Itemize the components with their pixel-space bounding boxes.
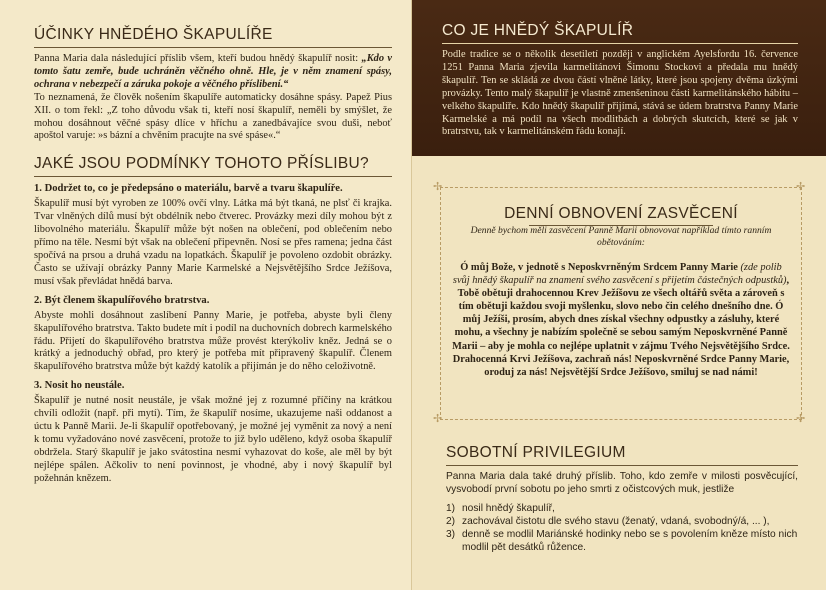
corner-ornament-icon: ✢ xyxy=(433,180,443,193)
heading-rule xyxy=(34,176,392,177)
list-item xyxy=(446,529,798,555)
sobotni-conditions-list xyxy=(446,503,798,555)
heading-rule xyxy=(442,43,798,44)
section-heading-obnoveni: DENNÍ OBNOVENÍ ZASVĚCENÍ xyxy=(504,205,738,222)
sobotni-text: Panna Maria dala také druhý příslib. Toho, kdo zemře v milosti posvěcující, vysvobodí první sobotu po jeho smrti z očistcových muk, jestliže xyxy=(446,471,798,495)
list-text: denně se modlil Mariánské hodinky nebo se s povolením kněze místo nich modlil pět desátků růžence. xyxy=(462,528,798,553)
left-content xyxy=(34,26,392,486)
corner-ornament-icon: ✢ xyxy=(796,180,806,193)
prayer-text xyxy=(452,261,790,379)
section-heading-podminky: JAKÉ JSOU PODMÍNKY TOHOTO PŘÍSLIBU? xyxy=(34,155,369,173)
dark-info-box xyxy=(412,0,826,156)
left-column xyxy=(0,0,412,590)
prayer-intro: Denně bychom měli zasvěcení Panně Marii obnovovat například tímto ranním obětováním: xyxy=(470,225,772,248)
condition-3-title: 3. Nosit ho neustále. xyxy=(34,380,125,392)
list-number: 1) xyxy=(446,502,456,514)
condition-3-text: Škapulíř je nutné nosit neustále, je však možné jej z rozumné příčiny na krátkou chvíli odložit (např. při mytí). Tím, že škapulíř nosíme, ukazujeme naši oddanost a úctu k Panně Marii. Je-li škapulíř opotřebovaný, je možné jej vyměnit za nový a není k tomu vyžadováno nové zasvěcení, protože to již bylo uděleno, když osoba škapulíř obdržela. Starý škapulíř je jako svátostina nesmí vyhazovat do koše, ale měl by být nejlépe spálen. Ačkoliv to není povinnost, je vhodné, aby i nový škapulíř byl požehnán knězem. xyxy=(34,395,392,484)
section-heading-ucinky: ÚČINKY HNĚDÉHO ŠKAPULÍŘE xyxy=(34,26,273,43)
list-item xyxy=(446,516,798,529)
sobotni-section xyxy=(446,444,798,554)
condition-2-text: Abyste mohli dosáhnout zaslíbení Panny Marie, je potřeba, abyste byli členy škapulířového bratrstva. Takto budete mít i podíl na duchovních dobrech karmelského řádu. Přijetí do škapulířového bratrstva může provést kterýkoliv kněz. Jedná se o krátký a jednoduchý obřad, pro který je potřeba mít připravený škapulíř. Členem škapulířového bratrstva může být každý katolík a přijímán je do něho celoživotně. xyxy=(34,309,392,373)
section-heading-coje: CO JE HNĚDÝ ŠKAPULÍŘ xyxy=(442,22,634,39)
ucinky-paragraph-2: To neznamená, že člověk nošením škapulíře automaticky dosáhne spásy. Papež Pius XII. o tom řekl: „Z toho důvodu však ti, kteří nosí škapulíř, neměli by smýšlet, že mohou dosáhnout věčné spásy dlíce v hříchu a zanedbávajíce svou duši, neboť apoštol varuje: »s bázní a chvěním pracujte na své spáse«.“ xyxy=(34,91,392,142)
condition-1-text: Škapulíř musí být vyroben ze 100% ovčí vlny. Látka má být tkaná, ne plsť či krajka. Tvar vlněných dílů musí být obdélník nebo čtverec. Provázky mezi díly mohou být z libovolného materiálu. Škapulíř může být nošen na oblečení, pod oblečením nebo přímo na těle. Nesmí být však na oblečení připevněn. Nosí se přes ramena; jedna část spočívá na prsou a druhá vzadu na lopatkách. Škapulíř je povoleno ozdobit obrázky. Často se užívají obrázky Panny Marie Karmelské a Nejsvětějšího Srdce Ježíšova, musí však převládat hnědá barva. xyxy=(34,198,392,287)
ucinky-quote: „Kdo v tomto šatu zemře, bude uchráněn věčného ohně. Hle, je v něm znamení spásy, ochrana v nebezpečí a záruka pokoje a věčného příslibení.“ xyxy=(34,53,392,90)
heading-rule xyxy=(34,47,392,48)
ucinky-intro: Panna Maria dala následující příslib všem, kteří budou hnědý škapulíř nosit: xyxy=(34,53,359,64)
heading-rule xyxy=(446,465,798,466)
dark-info-content xyxy=(442,22,798,139)
corner-ornament-icon: ✢ xyxy=(796,412,806,425)
list-item xyxy=(446,503,798,516)
coje-text: Podle tradice se o několik desetiletí později v anglickém Ayelsfordu 16. července 1251 Panna Maria zjevila karmelitánovi Šimonu Stockovi a předala mu hnědý škapulíř. Ten se skládá ze dvou částí vlněné látky, které jsou spojeny dvěma úzkými provázky. Tento malý škapulíř je vlastně zmenšeninou části karmelitánského hábitu – velkého škapulíře. Kdo hnědý škapulíř přijímá, stává se údem bratrstva Panny Marie Karmelské a má podíl na všech modlitbách a dobrých skutcích, které se jak v bratrstvu, tak v karmelitánském řádu konají. xyxy=(442,49,798,138)
prayer-italic-note: (zde polib svůj hnědý škapulíř na znamení svého zasvěcení s přijetím částečných odpustků) xyxy=(452,262,787,287)
condition-1-title: 1. Dodržet to, co je předepsáno o materiálu, barvě a tvaru škapulíře. xyxy=(34,183,343,195)
list-text: nosil hnědý škapulíř, xyxy=(462,502,555,514)
list-text: zachovával čistotu dle svého stavu (ženatý, vdaná, svobodný/á, ... ), xyxy=(462,515,770,527)
list-number: 3) xyxy=(446,528,456,540)
list-number: 2) xyxy=(446,515,456,527)
condition-2-title: 2. Být členem škapulířového bratrstva. xyxy=(34,294,210,306)
prayer-bold-part-1: Ó můj Bože, v jednotě s Neposkvrněným Srdcem Panny Marie xyxy=(460,262,738,273)
section-heading-sobotni: SOBOTNÍ PRIVILEGIUM xyxy=(446,444,626,461)
ucinky-paragraph-1 xyxy=(34,53,392,92)
corner-ornament-icon: ✢ xyxy=(433,412,443,425)
prayer-bold-part-2: , Tobě obětuji drahocennou Krev Ježíšovu ze všech oltářů světa a zároveň s tím obětuji každou svoji myšlenku, slovo nebo čin celého dnešního dne. Ó můj Ježíši, prosím, abych dnes získal všechny odpustky a zásluhy, které mohu, a všechny je nabízím společně se sebou samým Neposkvrněné Panně Marii – aby je mohla co nejlépe uplatnit v zájmu Tvého Nejsvětějšího Srdce. Drahocenná Krvi Ježíšova, zachraň nás! Neposkvrněné Srdce Panny Marie, oroduj za nás! Nejsvětější Srdce Ježíšovo, smiluj se nad námi! xyxy=(452,275,790,378)
